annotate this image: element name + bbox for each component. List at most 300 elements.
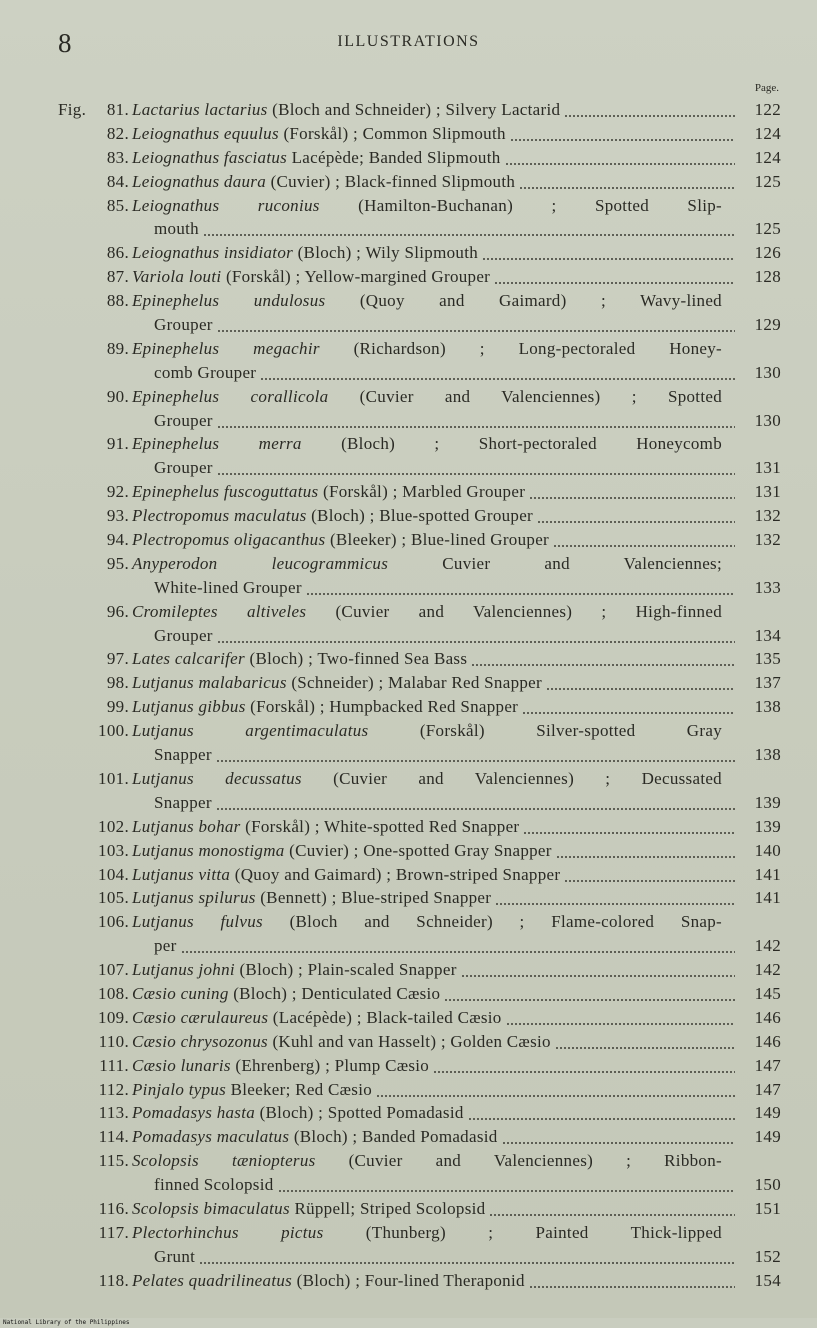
illustration-entry (0, 1197, 817, 1221)
figure-number: 113. (98, 1103, 129, 1123)
figure-number: 110. (98, 1031, 129, 1051)
page-reference: 147 (754, 1055, 781, 1075)
entry-line (0, 1054, 817, 1078)
scientific-name: Cæsio cærulaureus (132, 1007, 269, 1027)
scientific-name: Scolopsis tæniopterus (132, 1151, 316, 1171)
entry-line (0, 1269, 817, 1293)
entry-text (132, 552, 722, 576)
page-reference: 146 (754, 1007, 781, 1027)
page-reference: 138 (754, 745, 781, 765)
continuation-text: per (154, 936, 177, 956)
figure-number: 85. (106, 195, 129, 215)
illustration-entry (0, 1030, 817, 1054)
figure-number: 114. (98, 1127, 129, 1147)
illustration-entry (0, 600, 817, 648)
page-reference: 130 (754, 410, 781, 430)
illustration-entry (0, 1078, 817, 1102)
illustration-entry (0, 719, 817, 767)
illustration-entry (0, 1125, 817, 1149)
entry-line (0, 194, 817, 218)
scientific-name: Lutjanus spilurus (132, 888, 256, 908)
illustration-entry (0, 504, 817, 528)
continuation-text: Grunt (154, 1246, 196, 1266)
common-name: (Bloch) ; Denticulated Cæsio (228, 983, 441, 1003)
common-name: (Cuvier and Valenciennes) ; Decussated (301, 768, 722, 788)
dot-leader (510, 122, 735, 146)
common-name: (Forskål) ; Yellow-margined Grouper (221, 267, 491, 287)
continuation-text: mouth (154, 219, 199, 239)
continuation-text: Grouper (154, 410, 213, 430)
illustration-entry (0, 98, 817, 122)
page-reference: 124 (754, 147, 781, 167)
scientific-name: Scolopsis bimaculatus (132, 1198, 290, 1218)
illustration-entry (0, 839, 817, 863)
illustration-entry (0, 337, 817, 385)
figure-number: 87. (106, 267, 129, 287)
dot-leader (482, 241, 735, 265)
page-reference: 141 (754, 864, 781, 884)
common-name: Cuvier and Valenciennes; (388, 553, 722, 573)
scientific-name: Epinephelus fuscoguttatus (132, 482, 319, 502)
entry-line (0, 1221, 817, 1245)
entry-line (0, 504, 817, 528)
page-reference: 140 (754, 840, 781, 860)
illustration-entry (0, 146, 817, 170)
page-reference: 131 (754, 458, 781, 478)
continuation-text: Grouper (154, 458, 213, 478)
common-name: (Thunberg) ; Painted Thick-lipped (323, 1222, 722, 1242)
entry-continuation-line (0, 1173, 817, 1197)
dot-leader (278, 1173, 735, 1197)
entry-line (0, 528, 817, 552)
page-reference: 137 (754, 673, 781, 693)
figure-number: 98. (106, 673, 129, 693)
figure-number: 95. (106, 553, 129, 573)
illustration-entry (0, 122, 817, 146)
common-name: Rüppell; Striped Scolopsid (289, 1198, 486, 1218)
entry-continuation-line (0, 934, 817, 958)
figure-number: 92. (106, 482, 129, 502)
illustration-entry (0, 194, 817, 242)
scientific-name: Lutjanus argentimaculatus (132, 721, 369, 741)
figure-number: 118. (98, 1270, 129, 1290)
dot-leader (502, 1125, 735, 1149)
common-name: (Cuvier and Valenciennes) ; Ribbon- (315, 1151, 722, 1171)
figure-number: 111. (99, 1055, 129, 1075)
dot-leader (216, 743, 735, 767)
scientific-name: Plectropomus oligacanthus (132, 530, 326, 550)
scientific-name: Leiognathus fasciatus (132, 147, 288, 167)
page-reference: 125 (754, 171, 781, 191)
entry-text (132, 289, 722, 313)
figure-number: 89. (106, 338, 129, 358)
dot-leader (216, 791, 735, 815)
entry-line (0, 480, 817, 504)
common-name: (Bennett) ; Blue-striped Snapper (255, 888, 492, 908)
figure-number: 82. (106, 123, 129, 143)
entry-line (0, 1078, 817, 1102)
entry-line (0, 98, 817, 122)
scientific-name: Leiognathus insidiator (132, 243, 294, 263)
figure-number: 84. (106, 171, 129, 191)
illustration-entry (0, 1006, 817, 1030)
figure-number: 83. (106, 147, 129, 167)
scientific-name: Variola louti (132, 267, 222, 287)
page-reference: 139 (754, 816, 781, 836)
entry-continuation-line (0, 624, 817, 648)
dot-leader (217, 313, 735, 337)
entry-line (0, 767, 817, 791)
figure-number: 116. (98, 1198, 129, 1218)
page-reference: 141 (754, 888, 781, 908)
entry-line (0, 600, 817, 624)
page-reference: 146 (754, 1031, 781, 1051)
common-name: (Schneider) ; Malabar Red Snapper (286, 673, 542, 693)
illustration-entry (0, 767, 817, 815)
continuation-text: Snapper (154, 792, 212, 812)
entry-continuation-line (0, 791, 817, 815)
entry-text (132, 719, 722, 743)
page-reference: 149 (754, 1103, 781, 1123)
common-name: (Cuvier and Valenciennes) ; Spotted (328, 386, 722, 406)
figure-number: 90. (106, 386, 129, 406)
dot-leader (489, 1197, 735, 1221)
figure-number: 101. (98, 768, 129, 788)
entry-line (0, 910, 817, 934)
common-name: (Bloch) ; Two-finned Sea Bass (244, 649, 468, 669)
page-reference: 124 (754, 123, 781, 143)
illustration-entry (0, 1101, 817, 1125)
entry-line (0, 1030, 817, 1054)
dot-leader (529, 1269, 735, 1293)
common-name: (Lacépède) ; Black-tailed Cæsio (268, 1007, 502, 1027)
page-reference: 147 (754, 1079, 781, 1099)
page-reference: 132 (754, 506, 781, 526)
page-column-label: Page. (754, 82, 779, 94)
common-name: (Forskål) Silver-spotted Gray (368, 721, 722, 741)
scientific-name: Lutjanus malabaricus (132, 673, 287, 693)
common-name: (Bloch) ; Short-pectoraled Honeycomb (301, 434, 722, 454)
entry-line (0, 552, 817, 576)
page-reference: 154 (754, 1270, 781, 1290)
entry-text (132, 910, 722, 934)
dot-leader (506, 1006, 735, 1030)
entry-line (0, 265, 817, 289)
scientific-name: Anyperodon leucogrammicus (132, 553, 389, 573)
dot-leader (376, 1078, 735, 1102)
scientific-name: Leiognathus ruconius (132, 195, 320, 215)
entry-line (0, 385, 817, 409)
scientific-name: Cromileptes altiveles (132, 601, 307, 621)
figure-number: 105. (98, 888, 129, 908)
scientific-name: Lutjanus gibbus (132, 697, 246, 717)
scientific-name: Lutjanus vitta (132, 864, 231, 884)
page-reference: 145 (754, 983, 781, 1003)
illustration-entry (0, 695, 817, 719)
dot-leader (564, 98, 735, 122)
page-reference: 126 (754, 243, 781, 263)
entry-line (0, 695, 817, 719)
page-reference: 152 (754, 1246, 781, 1266)
dot-leader (260, 361, 735, 385)
figure-number: 81. (106, 100, 129, 119)
page-reference: 130 (754, 362, 781, 382)
footer-credit: National Library of the Philippines (3, 1319, 130, 1326)
dot-leader (494, 265, 735, 289)
page-reference: 134 (754, 625, 781, 645)
entry-line (0, 146, 817, 170)
page-reference: 142 (754, 960, 781, 980)
figure-number: 86. (106, 243, 129, 263)
illustration-entry (0, 671, 817, 695)
page-reference: 139 (754, 792, 781, 812)
scientific-name: Pomadasys hasta (132, 1103, 256, 1123)
entry-continuation-line (0, 313, 817, 337)
entry-line (0, 719, 817, 743)
page-reference: 129 (754, 315, 781, 335)
running-head: ILLUSTRATIONS (337, 33, 480, 50)
entry-text (132, 1149, 722, 1173)
figure-number: 106. (98, 912, 129, 932)
scientific-name: Epinephelus corallicola (132, 386, 329, 406)
common-name: (Quoy and Gaimard) ; Wavy-lined (325, 291, 722, 311)
illustration-entry (0, 432, 817, 480)
scientific-name: Leiognathus daura (132, 171, 267, 191)
scientific-name: Epinephelus merra (132, 434, 302, 454)
common-name: (Kuhl and van Hasselt) ; Golden Cæsio (267, 1031, 551, 1051)
figure-number: 88. (106, 291, 129, 311)
illustration-entry (0, 1054, 817, 1078)
figure-number: 104. (98, 864, 129, 884)
dot-leader (217, 624, 735, 648)
dot-leader (522, 695, 735, 719)
illustration-entry (0, 528, 817, 552)
common-name: (Bloch and Schneider) ; Flame-colored Snap- (262, 912, 723, 932)
illustration-entry (0, 385, 817, 433)
page-number: 8 (58, 28, 73, 58)
dot-leader (529, 480, 735, 504)
entry-text (132, 600, 722, 624)
scientific-name: Leiognathus equulus (132, 123, 279, 143)
entry-text (132, 385, 722, 409)
entry-continuation-line (0, 361, 817, 385)
illustration-entry (0, 1149, 817, 1197)
entry-line (0, 671, 817, 695)
dot-leader (564, 863, 735, 887)
common-name: (Quoy and Gaimard) ; Brown-striped Snapper (230, 864, 561, 884)
entry-line (0, 337, 817, 361)
common-name: (Bloch) ; Banded Pomadasid (289, 1127, 498, 1147)
common-name: (Bloch and Schneider) ; Silvery Lactarid (267, 100, 561, 119)
figure-number: 91. (106, 434, 129, 454)
dot-leader (181, 934, 735, 958)
page-reference: 150 (754, 1175, 781, 1195)
common-name: (Bloch) ; Spotted Pomadasid (255, 1103, 464, 1123)
common-name: (Ehrenberg) ; Plump Cæsio (230, 1055, 430, 1075)
scientific-name: Cæsio cuning (132, 983, 229, 1003)
dot-leader (495, 886, 735, 910)
entry-line (0, 122, 817, 146)
dot-leader (505, 146, 735, 170)
entry-line (0, 241, 817, 265)
scientific-name: Lutjanus monostigma (132, 840, 285, 860)
illustration-entry (0, 982, 817, 1006)
common-name: (Cuvier) ; Black-finned Slipmouth (266, 171, 516, 191)
entry-text (132, 432, 722, 456)
common-name: (Cuvier) ; One-spotted Gray Snapper (284, 840, 552, 860)
scientific-name: Cæsio lunaris (132, 1055, 231, 1075)
entry-text (132, 194, 722, 218)
scientific-name: Pinjalo typus (132, 1079, 227, 1099)
dot-leader (468, 1101, 735, 1125)
entry-line (0, 863, 817, 887)
illustration-entry (0, 863, 817, 887)
figure-number: 103. (98, 840, 129, 860)
entry-line (0, 1125, 817, 1149)
scientific-name: Plectropomus maculatus (132, 506, 307, 526)
illustration-entry (0, 958, 817, 982)
dot-leader (556, 839, 735, 863)
illustration-entry (0, 480, 817, 504)
common-name: (Bleeker) ; Blue-lined Grouper (325, 530, 549, 550)
figure-number: 108. (98, 983, 129, 1003)
entry-text (132, 337, 722, 361)
figure-number: 97. (106, 649, 129, 669)
scientific-name: Pomadasys maculatus (132, 1127, 290, 1147)
common-name: (Richardson) ; Long-pectoraled Honey- (319, 338, 722, 358)
page-reference: 151 (754, 1198, 781, 1218)
figure-number: 99. (106, 697, 129, 717)
dot-leader (519, 170, 735, 194)
illustration-entry (0, 265, 817, 289)
page-reference: 133 (754, 577, 781, 597)
scientific-name: Cæsio chrysozonus (132, 1031, 268, 1051)
scientific-name: Lactarius lactarius (132, 100, 268, 119)
scientific-name: Plectorhinchus pictus (132, 1222, 324, 1242)
page-reference: 128 (754, 267, 781, 287)
common-name: Lacépède; Banded Slipmouth (287, 147, 501, 167)
entry-continuation-line (0, 743, 817, 767)
dot-leader (217, 456, 735, 480)
entry-line (0, 886, 817, 910)
scientific-name: Lutjanus decussatus (132, 768, 302, 788)
common-name: (Forskål) ; Common Slipmouth (278, 123, 506, 143)
common-name: (Bloch) ; Plain-scaled Snapper (234, 960, 457, 980)
continuation-text: Grouper (154, 625, 213, 645)
dot-leader (199, 1245, 735, 1269)
common-name: (Bloch) ; Four-lined Theraponid (292, 1270, 525, 1290)
entry-continuation-line (0, 1245, 817, 1269)
figure-number: 96. (106, 601, 129, 621)
dot-leader (471, 647, 735, 671)
illustration-list (0, 98, 817, 1293)
figure-number: 117. (98, 1222, 129, 1242)
scientific-name: Lates calcarifer (132, 649, 245, 669)
entry-text (132, 1221, 722, 1245)
continuation-text: comb Grouper (154, 362, 257, 382)
figure-number: 100. (98, 721, 129, 741)
dot-leader (433, 1054, 735, 1078)
page-reference: 142 (754, 936, 781, 956)
figure-number: 102. (98, 816, 129, 836)
illustration-entry (0, 815, 817, 839)
continuation-text: Snapper (154, 745, 212, 765)
figure-number: 115. (98, 1151, 129, 1171)
dot-leader (461, 958, 735, 982)
page-reference: 132 (754, 530, 781, 550)
continuation-text: Grouper (154, 315, 213, 335)
entry-line (0, 815, 817, 839)
common-name: (Cuvier and Valenciennes) ; High-finned (306, 601, 722, 621)
entry-line (0, 647, 817, 671)
entry-continuation-line (0, 576, 817, 600)
scientific-name: Lutjanus johni (132, 960, 235, 980)
entry-line (0, 1149, 817, 1173)
figure-number: 109. (98, 1007, 129, 1027)
entry-line (0, 1101, 817, 1125)
illustration-entry (0, 241, 817, 265)
entry-line (0, 839, 817, 863)
figure-number: 93. (106, 506, 129, 526)
dot-leader (553, 528, 735, 552)
dot-leader (203, 217, 735, 241)
illustration-entry (0, 886, 817, 910)
illustration-entry (0, 1269, 817, 1293)
fig-prefix: Fig. (58, 100, 87, 119)
illustration-entry (0, 289, 817, 337)
illustration-entry (0, 1221, 817, 1269)
page-reference: 122 (754, 100, 781, 119)
common-name: (Forskål) ; Humpbacked Red Snapper (245, 697, 519, 717)
common-name: (Forskål) ; White-spotted Red Snapper (240, 816, 520, 836)
entry-line (0, 1006, 817, 1030)
page-reference: 125 (754, 219, 781, 239)
continuation-text: White-lined Grouper (154, 577, 302, 597)
illustration-entry (0, 910, 817, 958)
page-reference: 138 (754, 697, 781, 717)
entry-line (0, 1197, 817, 1221)
common-name: (Bloch) ; Wily Slipmouth (293, 243, 479, 263)
dot-leader (555, 1030, 735, 1054)
dot-leader (546, 671, 735, 695)
entry-line (0, 982, 817, 1006)
scientific-name: Lutjanus bohar (132, 816, 241, 836)
common-name: (Forskål) ; Marbled Grouper (318, 482, 526, 502)
entry-continuation-line (0, 456, 817, 480)
illustration-entry (0, 647, 817, 671)
continuation-text: finned Scolopsid (154, 1175, 274, 1195)
illustration-entry (0, 170, 817, 194)
scientific-name: Epinephelus megachir (132, 338, 320, 358)
scientific-name: Pelates quadrilineatus (132, 1270, 293, 1290)
figure-number: 107. (98, 960, 129, 980)
entry-line (0, 958, 817, 982)
dot-leader (537, 504, 735, 528)
entry-continuation-line (0, 409, 817, 433)
common-name: Bleeker; Red Cæsio (226, 1079, 373, 1099)
entry-line (0, 289, 817, 313)
page-reference: 131 (754, 482, 781, 502)
page-reference: 149 (754, 1127, 781, 1147)
entry-line (0, 432, 817, 456)
illustration-entry (0, 552, 817, 600)
dot-leader (217, 409, 735, 433)
dot-leader (306, 576, 735, 600)
common-name: (Hamilton-Buchanan) ; Spotted Slip- (319, 195, 722, 215)
entry-continuation-line (0, 217, 817, 241)
common-name: (Bloch) ; Blue-spotted Grouper (306, 506, 534, 526)
dot-leader (444, 982, 735, 1006)
